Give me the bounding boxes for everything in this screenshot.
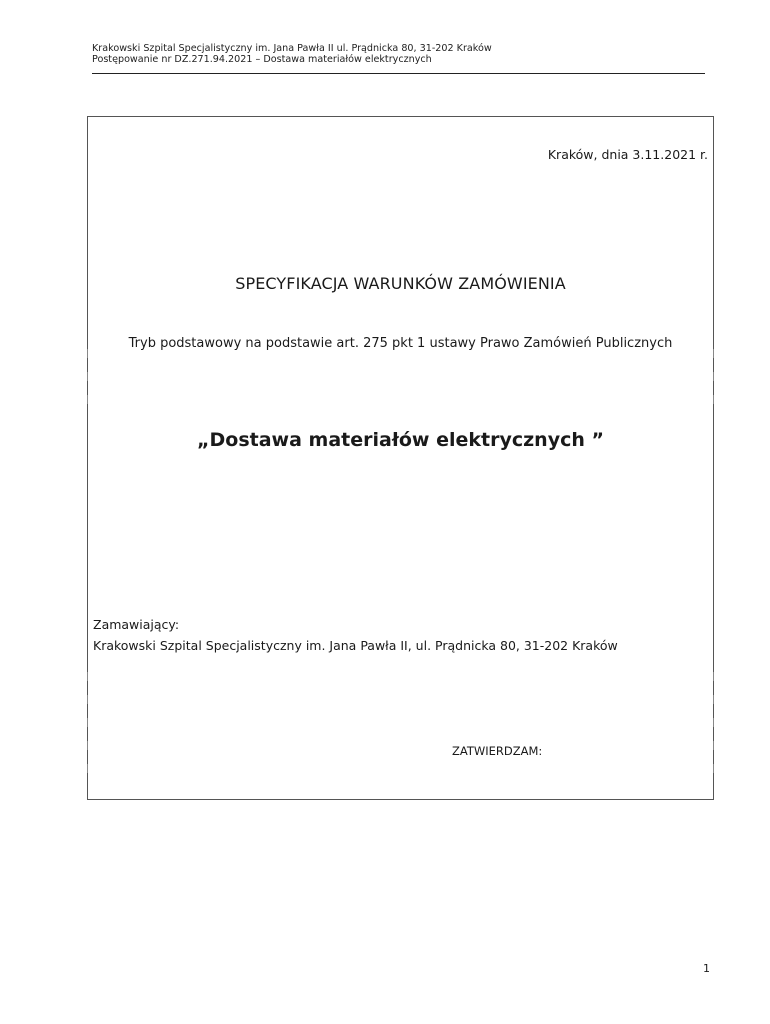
approval-label: ZATWIERDZAM:: [452, 744, 543, 758]
header-line-institution: Krakowski Szpital Specjalistyczny im. Jana Pawła II ul. Prądnicka 80, 31-202 Kraków: [92, 43, 492, 54]
document-date: Kraków, dnia 3.11.2021 r.: [547, 147, 708, 162]
buyer-name: Krakowski Szpital Specjalistyczny im. Jana Pawła II, ul. Prądnicka 80, 31-202 Kraków: [93, 638, 618, 653]
header-rule: [92, 73, 705, 74]
page-header: [92, 43, 705, 65]
order-subject: „Dostawa materiałów elektrycznych ”: [197, 429, 604, 451]
frame-left-ticks: [87, 117, 88, 799]
frame-right-ticks: [713, 117, 714, 799]
procedure-mode: Tryb podstawowy na podstawie art. 275 pkt 1 ustawy Prawo Zamówień Publicznych: [128, 336, 673, 351]
header-line-procedure: Postępowanie nr DZ.271.94.2021 – Dostawa materiałów elektrycznych: [92, 54, 432, 65]
page-number: 1: [703, 962, 710, 975]
title-page-frame: [87, 116, 714, 800]
document-title: SPECYFIKACJA WARUNKÓW ZAMÓWIENIA: [235, 274, 566, 293]
buyer-label: Zamawiający:: [93, 617, 180, 632]
